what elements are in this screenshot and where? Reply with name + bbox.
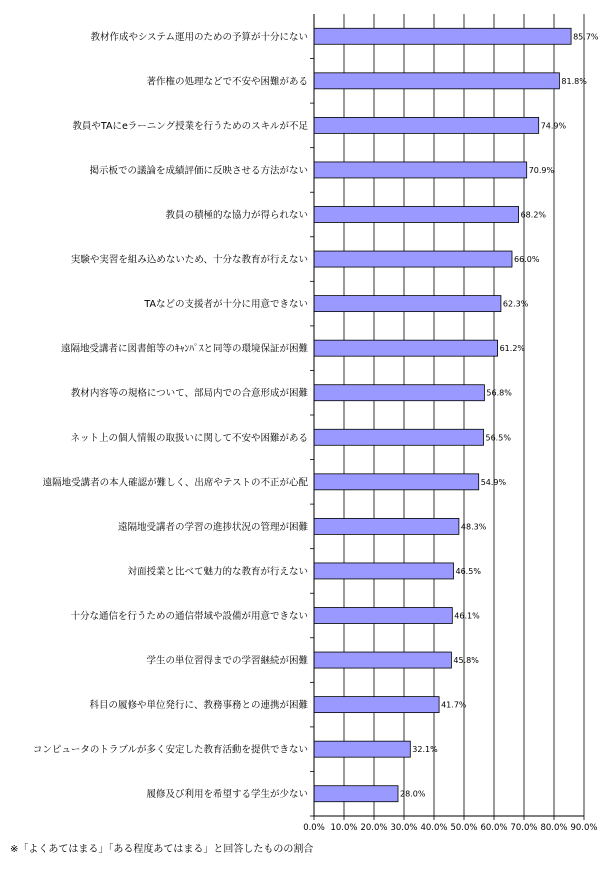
value-label: 81.8% [561,76,587,86]
bar [314,73,559,89]
category-label: 著作権の処理などで不安や困難がある [146,76,308,88]
bar [314,563,454,579]
bar [314,474,479,490]
value-label: 68.2% [520,210,547,220]
category-label: 掲示板での議論を成績評価に反映させる方法がない [89,165,308,177]
bar [314,518,459,534]
x-tick-label: 40.0% [420,823,448,833]
x-tick-label: 30.0% [390,823,418,833]
category-label: 教材内容等の規格について、部局内での合意形成が困難 [70,388,308,400]
value-label: 62.3% [502,299,529,309]
category-label: 教材作成やシステム運用のための予算が十分にない [90,31,308,43]
x-tick-label: 20.0% [360,823,388,833]
value-label: 46.5% [455,566,481,576]
value-label: 56.5% [485,433,511,443]
value-label: 41.7% [441,700,467,710]
category-label: 遠隔地受講者の学習の進捗状況の管理が困難 [117,521,308,533]
category-label: 十分な通信を行うための通信帯域や設備が用意できない [70,611,308,622]
category-label: 教員やTAにeラーニング授業を行うためのスキルが不足 [72,120,308,132]
bar [314,117,539,133]
category-label: 実験や実習を組み込めないため、十分な教育が行えない [70,254,308,266]
value-label: 32.1% [412,745,438,755]
bar [314,697,439,713]
category-label: 対面授業と比べて魅力的な教育が行えない [127,566,308,578]
category-label: 教員の積極的な協力が得られない [165,210,308,221]
bar [314,251,512,267]
x-tick-label: 0.0% [303,823,325,833]
value-label: 74.9% [540,121,567,131]
category-label: TAなどの支援者が十分に用意できない [144,299,308,311]
value-label: 48.3% [460,522,487,532]
value-label: 56.8% [486,388,512,398]
bar [314,162,527,178]
category-label: 科目の履修や単位発行に、教務事務との連携が困難 [89,700,308,712]
x-tick-label: 90.0% [570,823,598,833]
bar [314,28,571,44]
x-tick-label: 50.0% [450,823,478,833]
x-tick-label: 60.0% [480,823,508,833]
category-label: 遠隔地受講者に図書館等のｷｬﾝﾊﾟｽと同等の環境保証が困難 [60,343,308,355]
bar [314,608,452,624]
value-label: 28.0% [400,789,426,799]
category-label: ネット上の個人情報の取扱いに関して不安や困難がある [70,432,308,444]
bar [314,207,519,223]
value-label: 54.9% [480,477,507,487]
x-tick-label: 80.0% [540,823,568,833]
x-tick-label: 10.0% [330,823,358,833]
category-label: 履修及び利用を希望する学生が少ない [146,789,308,801]
value-label: 70.9% [528,165,555,175]
value-label: 85.7% [573,32,599,42]
category-label: コンピュータのトラブルが多く安定した教育活動を提供できない [32,744,308,756]
bar [314,652,451,668]
bar [314,340,498,356]
footnote: ※「よくあてはまる」「ある程度あてはまる」と回答したものの割合 [10,844,314,855]
bar [314,385,484,401]
category-label: 学生の単位習得までの学習継続が困難 [146,655,308,667]
category-label: 遠隔地受講者の本人確認が難しく、出席やテストの不正が心配 [42,477,308,489]
value-label: 66.0% [514,255,540,265]
bar [314,296,501,312]
bar [314,786,398,802]
bar [314,429,484,445]
value-label: 61.2% [499,344,526,354]
value-label: 45.8% [453,656,479,666]
x-tick-label: 70.0% [510,823,538,833]
value-label: 46.1% [454,611,480,621]
bar [314,741,410,757]
